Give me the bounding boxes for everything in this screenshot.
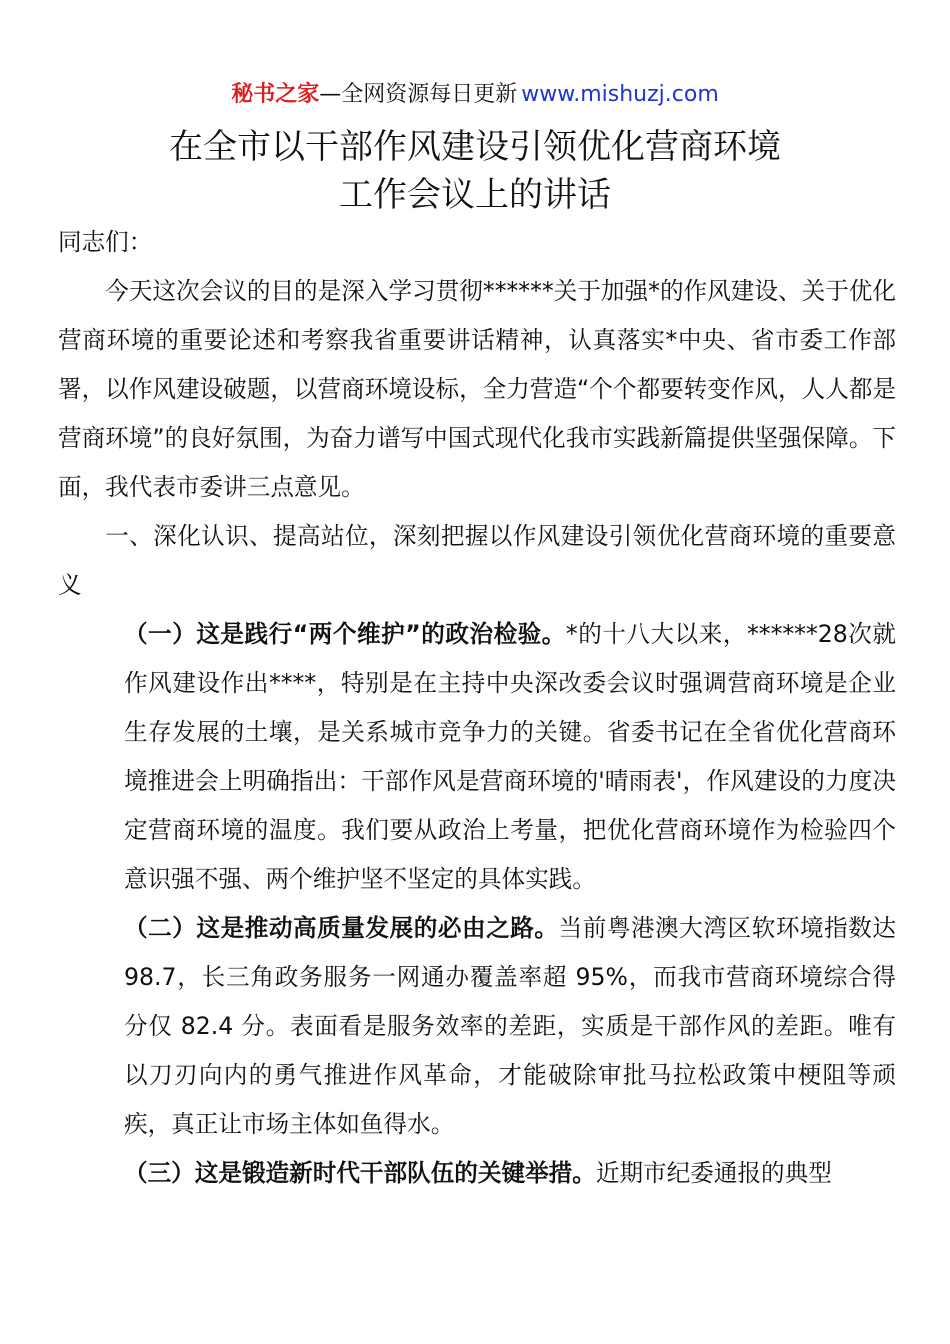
point-paragraph	[58, 1149, 896, 1198]
point-heading: （一）这是践行“两个维护”的政治检验。	[124, 620, 566, 648]
brand-name: 秘书之家	[231, 82, 320, 107]
document-title-line-1: 在全市以干部作风建设引领优化营商环境	[169, 127, 781, 167]
site-banner	[0, 80, 950, 110]
point-heading: （二）这是推动高质量发展的必由之路。	[124, 914, 559, 942]
document-title-line-2: 工作会议上的讲话	[339, 175, 611, 215]
point-paragraph	[58, 904, 896, 1149]
intro-paragraph: 今天这次会议的目的是深入学习贯彻******关于加强*的作风建设、关于优化营商环境的重要论述和考察我省重要讲话精神，认真落实*中央、省市委工作部署，以作风建设破题，以营商环境设标，全力营造“个个都要转变作风，人人都是营商环境”的良好氛围，为奋力谱写中国式现代化我市实践新篇提供坚强保障。下面，我代表市委讲三点意见。	[58, 277, 897, 501]
document-body	[58, 218, 896, 1198]
site-url-link[interactable]: www.mishuzj.com	[521, 82, 719, 107]
point-heading: （三）这是锻造新时代干部队伍的关键举措。	[124, 1159, 596, 1187]
point-text: 当前粤港澳大湾区软环境指数达 98.7，长三角政务服务一网通办覆盖率超 95%，而我市营商环境综合得分仅 82.4 分。表面看是服务效率的差距，实质是干部作风的差距。唯有以刀刃向内的勇气推进作风革命，才能破除审批马拉松政策中梗阻等顽疾，真正让市场主体如鱼得水。	[124, 914, 897, 1138]
point-text: *的十八大以来，******28次就作风建设作出****，特别是在主持中央深改委会议时强调营商环境是企业生存发展的土壤，是关系城市竞争力的关键。省委书记在全省优化营商环境推进会上明确指出：干部作风是营商环境的'晴雨表'，作风建设的力度决定营商环境的温度。我们要从政治上考量，把优化营商环境作为检验四个意识强不强、两个维护坚不坚定的具体实践。	[124, 620, 897, 893]
section-heading: 一、深化认识、提高站位，深刻把握以作风建设引领优化营商环境的重要意义	[58, 522, 896, 599]
point-paragraph	[58, 610, 896, 904]
salutation: 同志们：	[58, 228, 153, 256]
site-slogan: —全网资源每日更新	[319, 82, 518, 107]
point-text: 近期市纪委通报的典型	[595, 1159, 832, 1187]
